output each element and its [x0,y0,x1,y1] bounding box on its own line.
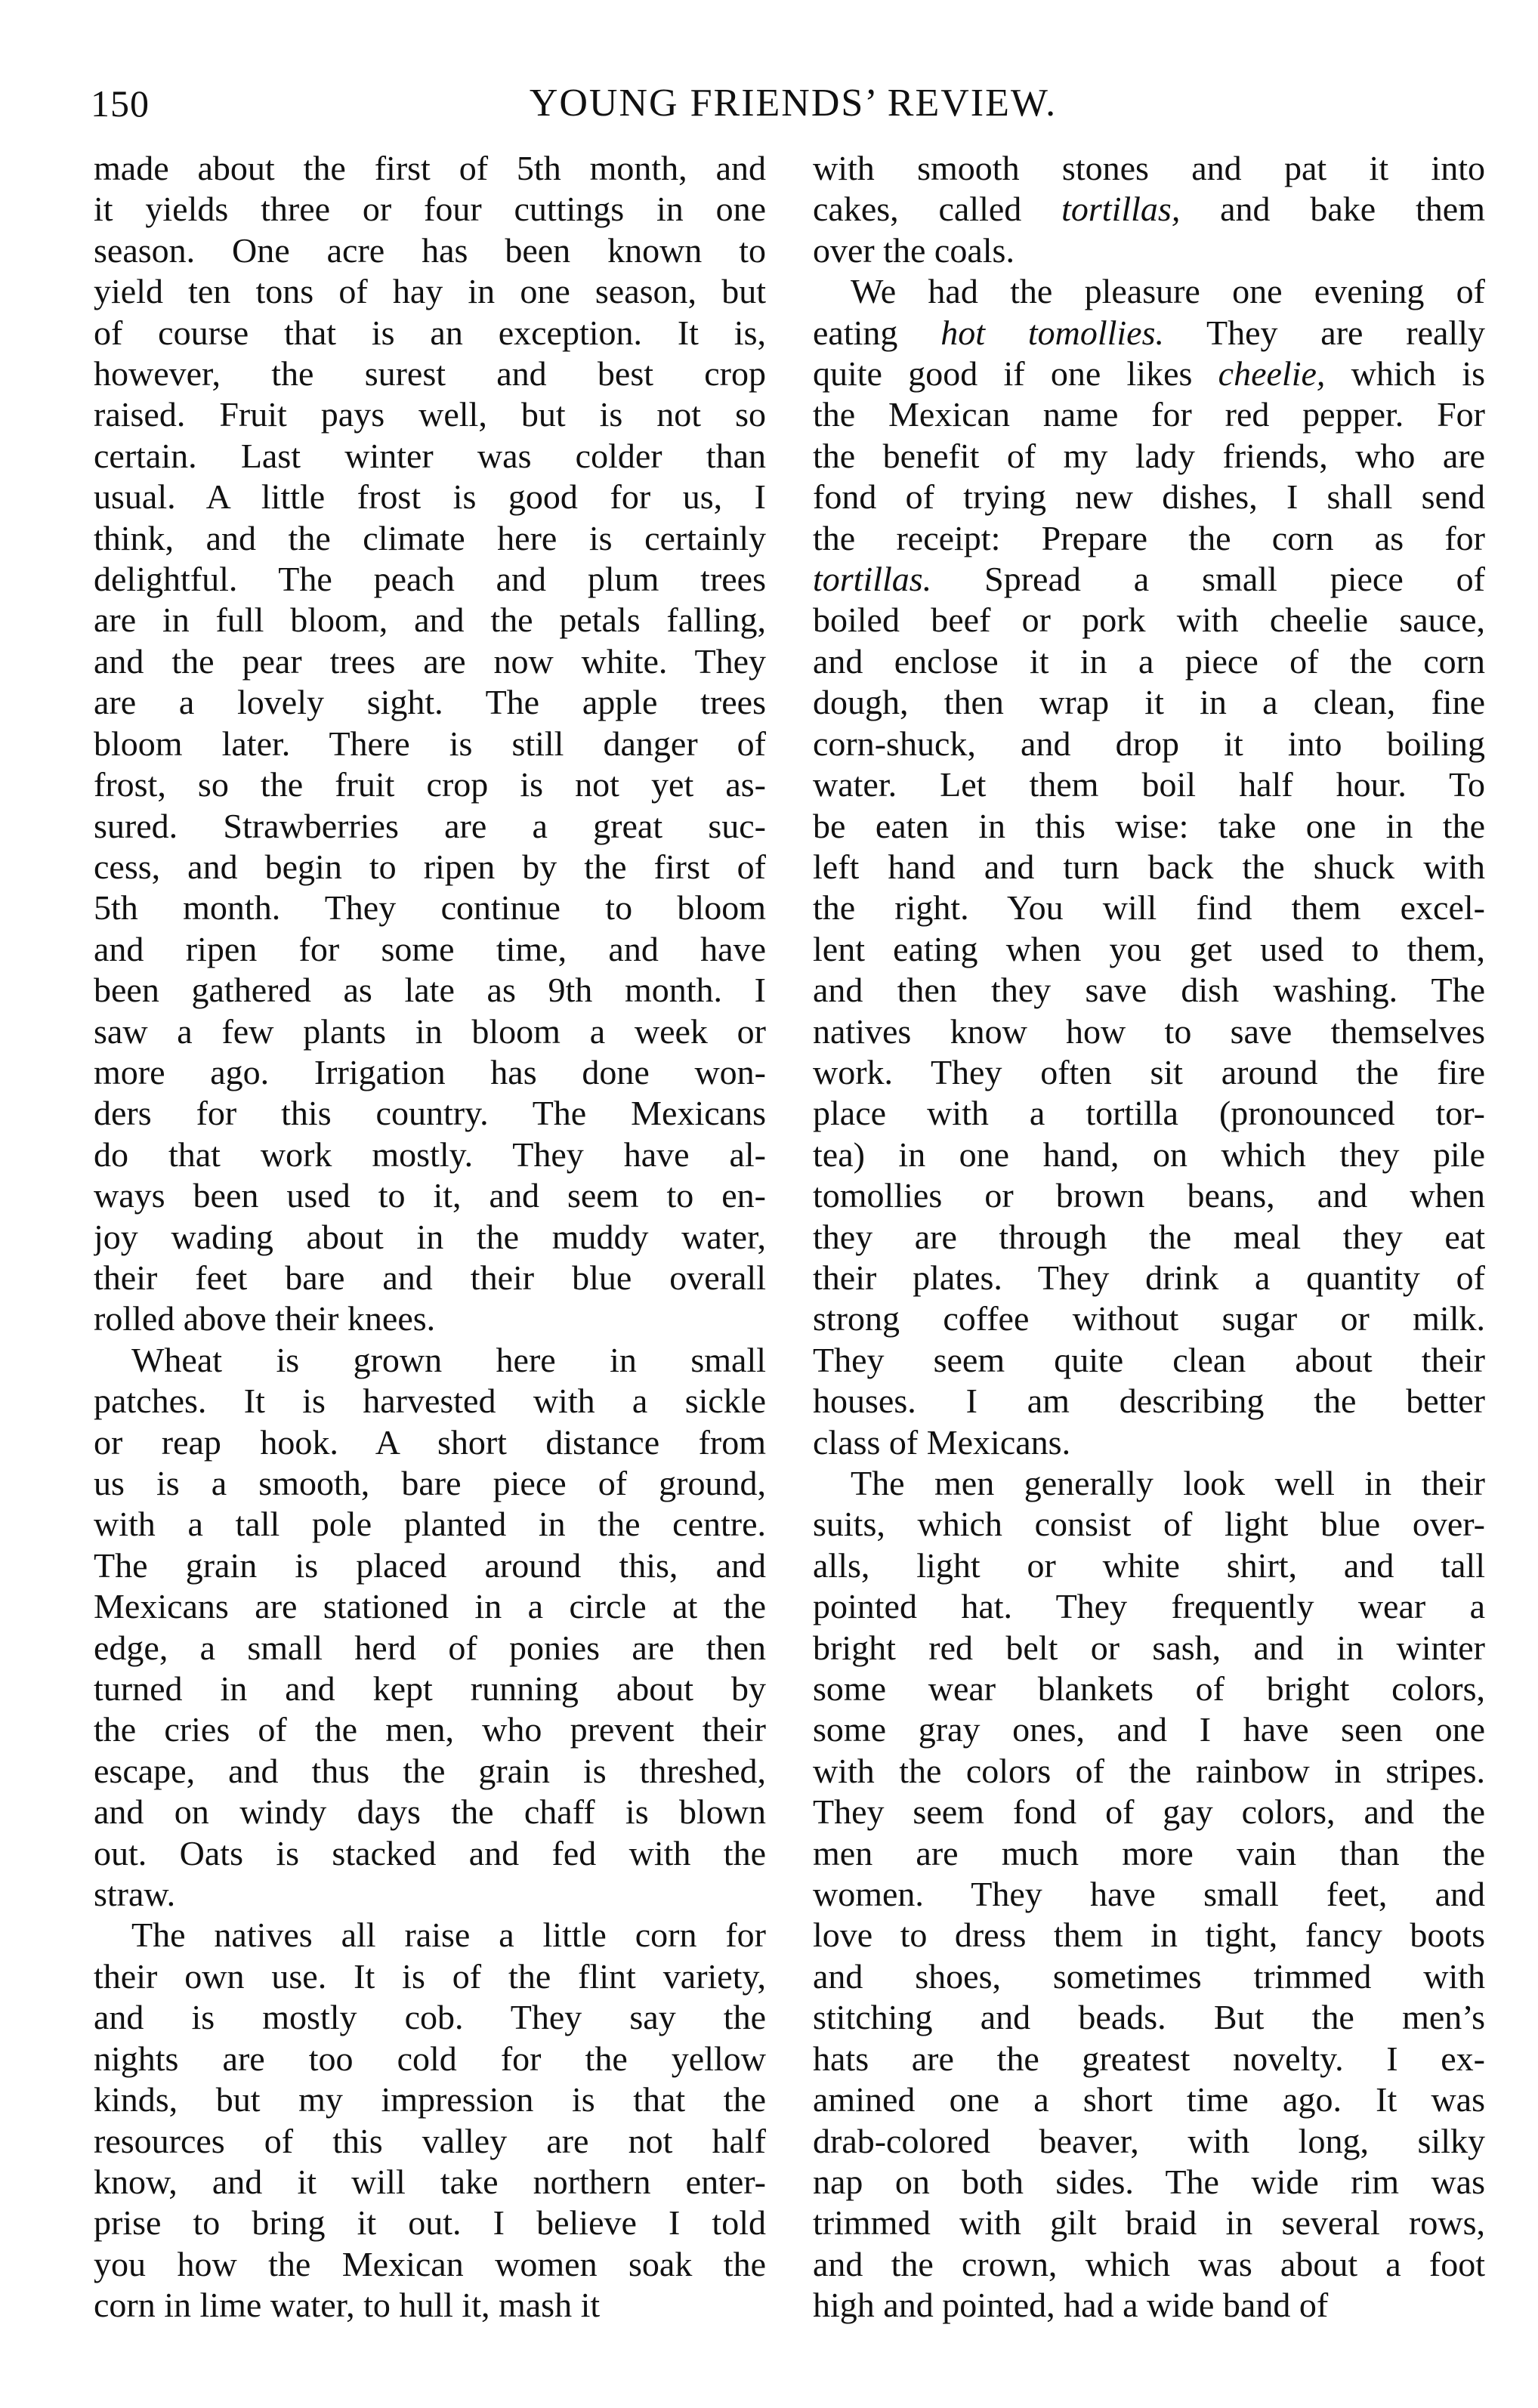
text-line: more ago. Irrigation has done won- [94,1052,766,1091]
paragraph [813,1463,1485,2326]
paragraph [813,148,1485,271]
text-run: quite good if one likes [813,354,1218,394]
text-line: nights are too cold for the yellow [94,2039,766,2078]
text-run: eating [813,313,941,352]
text-line: prise to bring it out. I believe I told [94,2203,766,2243]
text-line: work. They often sit around the fire [813,1052,1485,1091]
text-line: delightful. The peach and plum trees [94,560,766,599]
text-line: tea) in one hand, on which they pile [813,1135,1485,1174]
italic-term: cheelie, [1218,354,1326,394]
text-line: straw. [94,1875,176,1914]
text-line: kinds, but my impression is that the [94,2080,766,2119]
text-line: left hand and turn back the shuck with [813,847,1485,886]
text-line: love to dress them in tight, fancy boots [813,1916,1485,1955]
text-line: out. Oats is stacked and fed with the [94,1833,766,1872]
text-line: The grain is placed around this, and [94,1545,766,1585]
text-line: amined one a short time ago. It was [813,2080,1485,2119]
text-line: made about the first of 5th month, and [94,149,766,187]
page-header [91,79,1496,147]
text-line [813,189,1485,230]
text-line: are a lovely sight. The apple trees [94,683,766,722]
text-line: the Mexican name for red pepper. For [813,395,1485,434]
text-line: the right. You will find them excel- [813,888,1485,928]
text-line: bright red belt or sash, and in winter [813,1628,1485,1667]
text-line: season. One acre has been known to [94,230,766,270]
text-line: yield ten tons of hay in one season, but [94,272,766,311]
text-run: Spread a small piece of [931,560,1485,599]
text-line: boiled beef or pork with cheelie sauce, [813,600,1485,640]
italic-term: tortillas. [813,560,932,599]
text-line: water. Let them boil half hour. To [813,765,1485,804]
paragraph [94,1340,766,1916]
text-line: and then they save dish washing. The [813,971,1485,1010]
text-line: turned in and kept running about by [94,1669,766,1709]
text-line [813,313,1485,353]
text-line: hats are the greatest novelty. I ex- [813,2039,1485,2078]
text-line: be eaten in this wise: take one in the [813,806,1485,845]
text-line: the cries of the men, who prevent their [94,1710,766,1749]
text-line: and is mostly cob. They say the [94,1998,766,2037]
text-line: you how the Mexican women soak the [94,2244,766,2283]
text-line: over the coals. [813,230,1015,270]
text-line: do that work mostly. They have al- [94,1135,766,1174]
text-line: lent eating when you get used to them, [813,929,1485,968]
text-line: certain. Last winter was colder than [94,436,766,475]
text-run: They are really [1163,313,1485,352]
paragraph [94,148,766,1340]
text-line: pointed hat. They frequently wear a [813,1587,1485,1626]
text-line: The men generally look well in their [851,1464,1485,1502]
text-line: frost, so the fruit crop is not yet as- [94,765,766,804]
italic-term: tortillas, [1061,190,1181,229]
text-line: and shoes, sometimes trimmed with [813,1956,1485,1996]
text-line: cess, and begin to ripen by the first of [94,847,766,886]
text-line: women. They have small feet, and [813,1875,1485,1914]
text-line: corn-shuck, and drop it into boiling [813,724,1485,763]
paragraph [813,271,1485,1463]
left-column [94,148,766,2326]
text-line: it yields three or four cuttings in one [94,190,766,229]
page-number: 150 [91,82,150,125]
text-line: ders for this country. The Mexicans [94,1094,766,1133]
text-run: which is [1325,354,1485,394]
running-title: YOUNG FRIENDS’ REVIEW. [529,82,1058,125]
text-line: rolled above their knees. [94,1299,436,1338]
text-line: and the pear trees are now white. They [94,641,766,681]
text-line: patches. It is harvested with a sickle [94,1382,766,1421]
text-line: tomollies or brown beans, and when [813,1176,1485,1215]
text-line: with smooth stones and pat it into [813,149,1485,187]
text-line: They seem quite clean about their [813,1340,1485,1379]
text-line: us is a smooth, bare piece of ground, [94,1464,766,1502]
text-line: Wheat is grown here in small [131,1340,766,1379]
text-line: some wear blankets of bright colors, [813,1669,1485,1709]
text-line: houses. I am describing the better [813,1382,1485,1421]
text-line: usual. A little frost is good for us, I [94,477,766,517]
text-line: their feet bare and their blue overall [94,1258,766,1297]
text-line: sured. Strawberries are a great suc- [94,806,766,845]
text-line: are in full bloom, and the petals falling, [94,600,766,640]
text-line: high and pointed, had a wide band of [813,2286,1329,2325]
text-line: however, the surest and best crop [94,354,766,394]
text-line: dough, then wrap it in a clean, fine [813,683,1485,722]
text-line: trimmed with gilt braid in several rows, [813,2203,1485,2243]
text-line: and on windy days the chaff is blown [94,1792,766,1832]
text-line: fond of trying new dishes, I shall send [813,477,1485,517]
text-line: edge, a small herd of ponies are then [94,1628,766,1667]
text-line: joy wading about in the muddy water, [94,1217,766,1256]
text-line: natives know how to save themselves [813,1011,1485,1051]
text-line [813,353,1485,394]
text-line: of course that is an exception. It is, [94,313,766,352]
text-line: their plates. They drink a quantity of [813,1258,1485,1297]
text-line: been gathered as late as 9th month. I [94,971,766,1010]
text-line: suits, which consist of light blue over- [813,1505,1485,1544]
italic-term: hot tomollies. [940,313,1164,352]
text-line: and the crown, which was about a foot [813,2244,1485,2283]
text-line: the receipt: Prepare the corn as for [813,518,1485,557]
text-line: saw a few plants in bloom a week or [94,1011,766,1051]
text-line: men are much more vain than the [813,1833,1485,1872]
text-line: the benefit of my lady friends, who are [813,436,1485,475]
text-line: alls, light or white shirt, and tall [813,1545,1485,1585]
text-line: and enclose it in a piece of the corn [813,641,1485,681]
text-line: Mexicans are stationed in a circle at the [94,1587,766,1626]
text-line [813,559,1485,600]
text-line: drab-colored beaver, with long, silky [813,2121,1485,2160]
text-line: strong coffee without sugar or milk. [813,1299,1485,1338]
text-line: escape, and thus the grain is threshed, [94,1751,766,1790]
text-line: some gray ones, and I have seen one [813,1710,1485,1749]
text-line: corn in lime water, to hull it, mash it [94,2286,601,2325]
text-line: resources of this valley are not half [94,2121,766,2160]
text-line: with the colors of the rainbow in stripes. [813,1751,1485,1790]
text-line: bloom later. There is still danger of [94,724,766,763]
paragraph [94,1915,766,2326]
right-column [813,148,1485,2326]
text-line: The natives all raise a little corn for [131,1916,766,1955]
text-line: They seem fond of gay colors, and the [813,1792,1485,1832]
text-line: know, and it will take northern enter- [94,2162,766,2201]
text-line: think, and the climate here is certainly [94,518,766,557]
text-line: class of Mexicans. [813,1422,1071,1462]
text-line: and ripen for some time, and have [94,929,766,968]
text-line: We had the pleasure one evening of [851,272,1485,311]
text-line: or reap hook. A short distance from [94,1422,766,1462]
text-run: and bake them [1180,190,1485,229]
text-line: raised. Fruit pays well, but is not so [94,395,766,434]
text-run: cakes, called [813,190,1062,229]
text-line: stitching and beads. But the men’s [813,1998,1485,2037]
text-line: their own use. It is of the flint variety, [94,1956,766,1996]
text-line: 5th month. They continue to bloom [94,888,766,928]
text-line: ways been used to it, and seem to en- [94,1176,766,1215]
text-line: with a tall pole planted in the centre. [94,1505,766,1544]
text-line: they are through the meal they eat [813,1217,1485,1256]
text-line: place with a tortilla (pronounced tor- [813,1094,1485,1133]
text-line: nap on both sides. The wide rim was [813,2162,1485,2201]
